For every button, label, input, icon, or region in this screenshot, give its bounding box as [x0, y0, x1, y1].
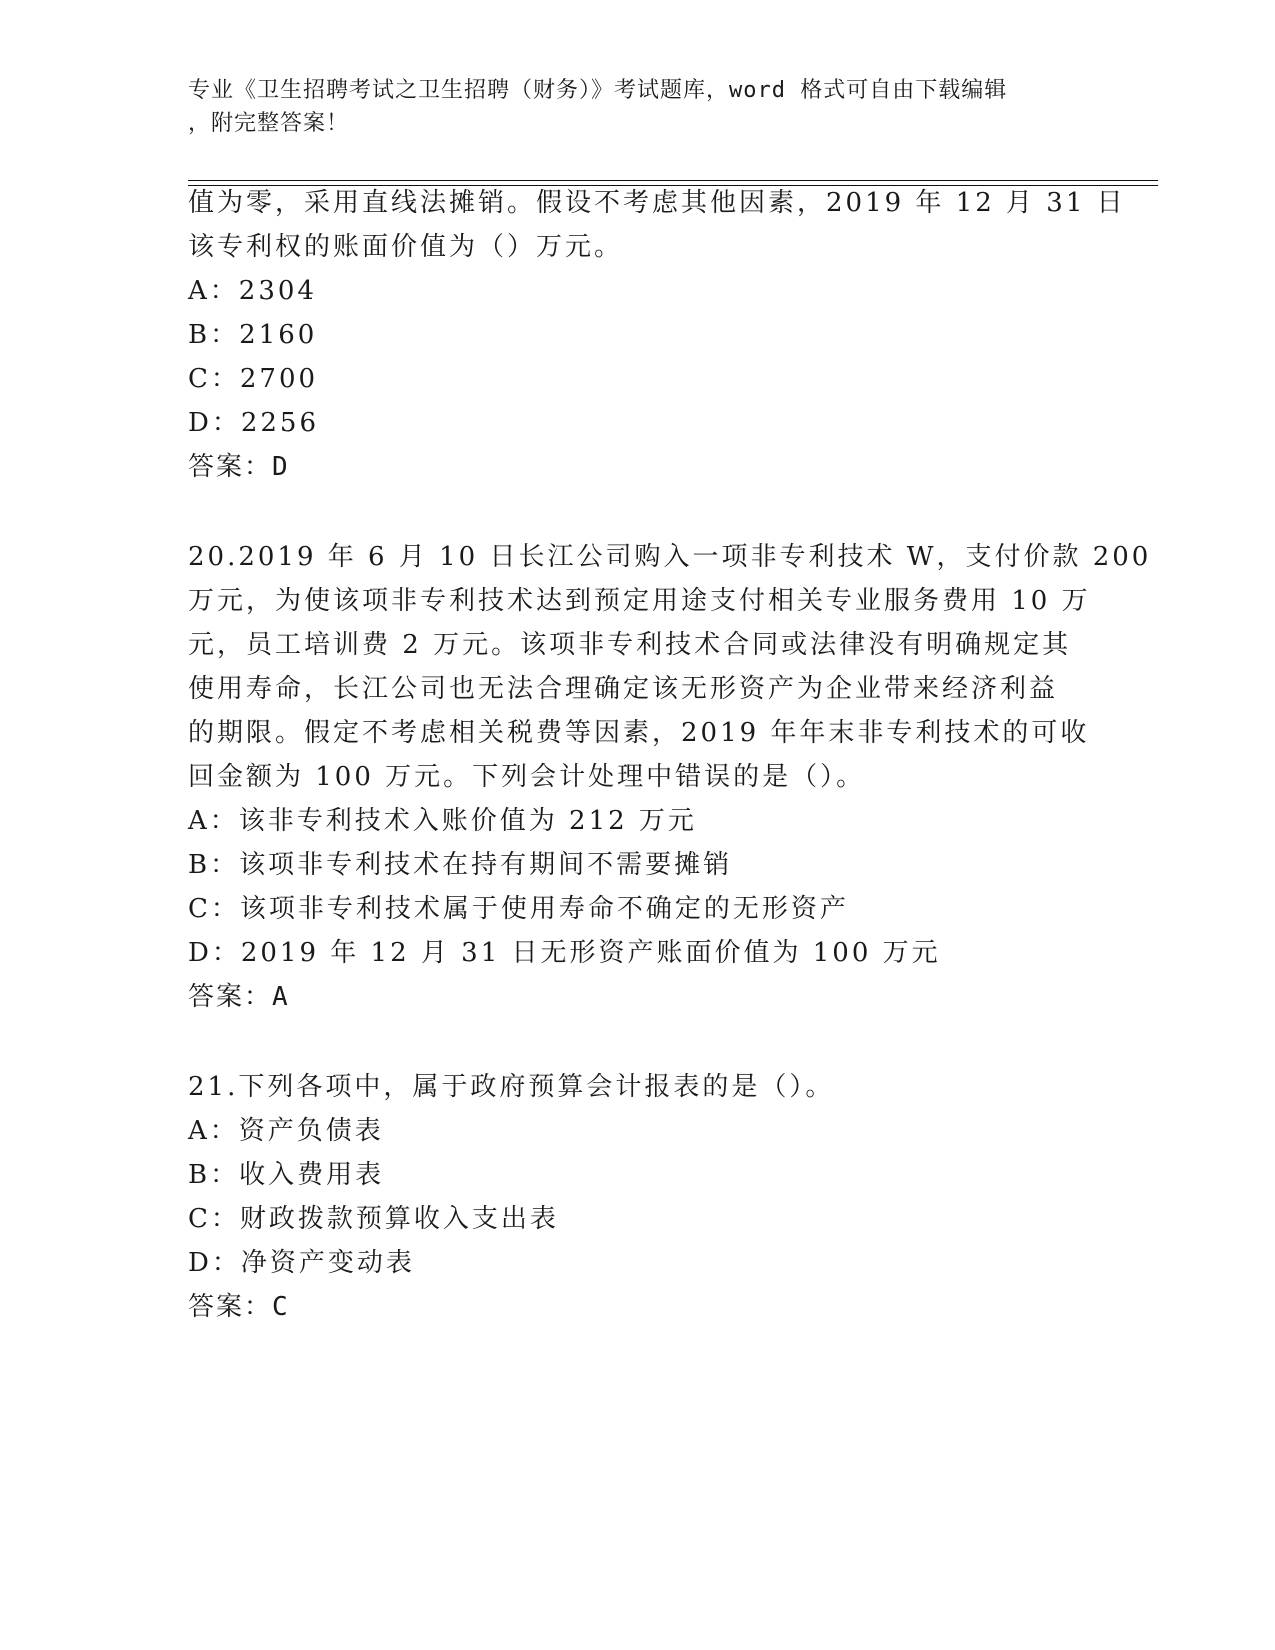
q19-option-b: B：2160 — [188, 320, 318, 350]
q20-option-c: C：该项非专利技术属于使用寿命不确定的无形资产 — [188, 894, 849, 924]
q19-text-line-2: 该专利权的账面价值为（）万元。 — [188, 232, 624, 262]
q20-text-line-1: 20.2019 年 6 月 10 日长江公司购入一项非专利技术 W，支付价款 200 — [188, 542, 1152, 572]
q21-option-c: C：财政拨款预算收入支出表 — [188, 1204, 559, 1234]
q20-text-line-2: 万元，为使该项非专利技术达到预定用途支付相关专业服务费用 10 万 — [188, 586, 1091, 616]
header-line-1: 专业《卫生招聘考试之卫生招聘（财务）》考试题库，word 格式可自由下载编辑 — [188, 78, 1008, 103]
header-line-2: ，附完整答案！ — [188, 111, 350, 136]
q19-option-a: A：2304 — [188, 276, 317, 306]
q20-option-b: B：该项非专利技术在持有期间不需要摊销 — [188, 850, 733, 880]
q20-answer: 答案：A — [188, 982, 290, 1012]
q20-text-line-5: 的期限。假定不考虑相关税费等因素，2019 年年末非专利技术的可收 — [188, 718, 1090, 748]
q20-option-a: A：该非专利技术入账价值为 212 万元 — [188, 806, 697, 836]
q20-text-line-4: 使用寿命，长江公司也无法合理确定该无形资产为企业带来经济利益 — [188, 674, 1059, 704]
q19-answer: 答案：D — [188, 452, 290, 482]
header-divider-top — [188, 180, 1158, 181]
q19-option-c: C：2700 — [188, 364, 319, 394]
q20-option-d: D：2019 年 12 月 31 日无形资产账面价值为 100 万元 — [188, 938, 941, 968]
q21-answer: 答案：C — [188, 1292, 290, 1322]
q21-option-b: B：收入费用表 — [188, 1160, 385, 1190]
q21-option-a: A：资产负债表 — [188, 1116, 384, 1146]
q20-text-line-3: 元，员工培训费 2 万元。该项非专利技术合同或法律没有明确规定其 — [188, 630, 1072, 660]
q19-option-d: D：2256 — [188, 408, 320, 438]
document-header — [188, 74, 1068, 140]
q21-option-d: D：净资产变动表 — [188, 1248, 415, 1278]
q19-text-line-1: 值为零，采用直线法摊销。假设不考虑其他因素，2019 年 12 月 31 日 — [188, 188, 1126, 218]
q20-text-line-6: 回金额为 100 万元。下列会计处理中错误的是（）。 — [188, 762, 866, 792]
q21-text-line-1: 21.下列各项中，属于政府预算会计报表的是（）。 — [188, 1072, 835, 1102]
